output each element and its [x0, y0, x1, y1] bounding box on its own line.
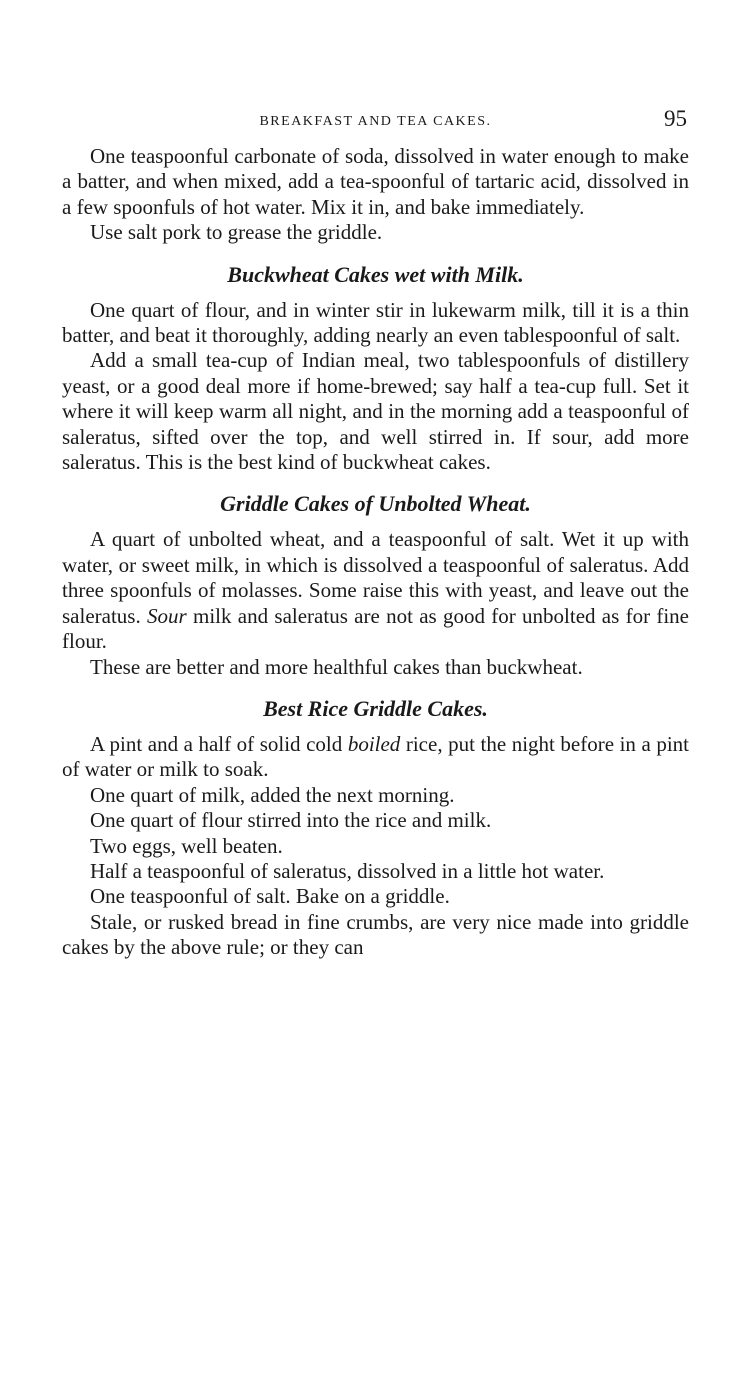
- running-head: BREAKFAST AND TEA CAKES.: [259, 114, 492, 129]
- rice-paragraph-1: [62, 732, 689, 783]
- rice-section: [62, 694, 689, 961]
- rice-paragraph-2: One quart of milk, added the next morning.: [90, 782, 455, 807]
- rice-title: Best Rice Griddle Cakes.: [263, 695, 488, 721]
- rice-paragraph-3: One quart of flour stirred into the rice and milk.: [90, 808, 492, 833]
- unbolted-p1-emphasis: Sour: [147, 603, 187, 628]
- rice-p1-emphasis: boiled: [347, 731, 401, 756]
- unbolted-paragraph-1: [62, 527, 689, 654]
- intro-section: [62, 144, 689, 246]
- rice-paragraph-5: Half a teaspoonful of saleratus, dissolved in a little hot water.: [90, 858, 605, 883]
- intro-paragraph-2: Use salt pork to grease the griddle.: [90, 220, 383, 245]
- rice-paragraph-7: Stale, or rusked bread in fine crumbs, are very nice made into griddle cakes by the above rule; or they can: [62, 909, 689, 960]
- buckwheat-section: [62, 260, 689, 476]
- buckwheat-paragraph-1: One quart of flour, and in winter stir in lukewarm milk, till it is a thin batter, and beat it thoroughly, adding nearly an even tablespoonful of salt.: [62, 297, 689, 348]
- unbolted-section: [62, 489, 689, 679]
- page-number: 95: [664, 106, 687, 131]
- rice-paragraph-6: One teaspoonful of salt. Bake on a griddle.: [90, 884, 450, 909]
- intro-paragraph-1: One teaspoonful carbonate of soda, dissolved in water enough to make a batter, and when mixed, add a tea-spoonful of tartaric acid, dissolved in a few spoonfuls of hot water. Mix it in, and bake immediately.: [62, 144, 689, 219]
- unbolted-paragraph-2: These are better and more healthful cakes than buckwheat.: [90, 654, 583, 679]
- unbolted-p1-text: A quart of unbolted wheat, and a teaspoonful of salt. Wet it up with water, or sweet milk, in which is dissolved a teaspoonful of saleratus. Add three spoonfuls of molasses. Some raise this with yeast, and leave out the saleratus.: [62, 527, 689, 628]
- rice-p1-head: A pint and a half of solid cold: [90, 731, 348, 756]
- unbolted-title: Griddle Cakes of Unbolted Wheat.: [220, 491, 531, 517]
- buckwheat-title: Buckwheat Cakes wet with Milk.: [227, 261, 524, 287]
- rice-p1-tail: rice, put the night before in a pint of water or milk to soak.: [62, 731, 689, 782]
- page-header: [62, 106, 689, 144]
- rice-paragraph-4: Two eggs, well beaten.: [90, 833, 283, 858]
- book-page: [62, 106, 689, 961]
- buckwheat-paragraph-2: Add a small tea-cup of Indian meal, two tablespoonfuls of distillery yeast, or a good deal more if home-brewed; say half a tea-cup full. Set it where it will keep warm all night, and in the morning add a teaspoonful of saleratus, sifted over the top, and well stirred in. If sour, add more saleratus. This is the best kind of buckwheat cakes.: [62, 348, 689, 475]
- unbolted-p1-tail: milk and saleratus are not as good for unbolted as for fine flour.: [62, 603, 689, 654]
